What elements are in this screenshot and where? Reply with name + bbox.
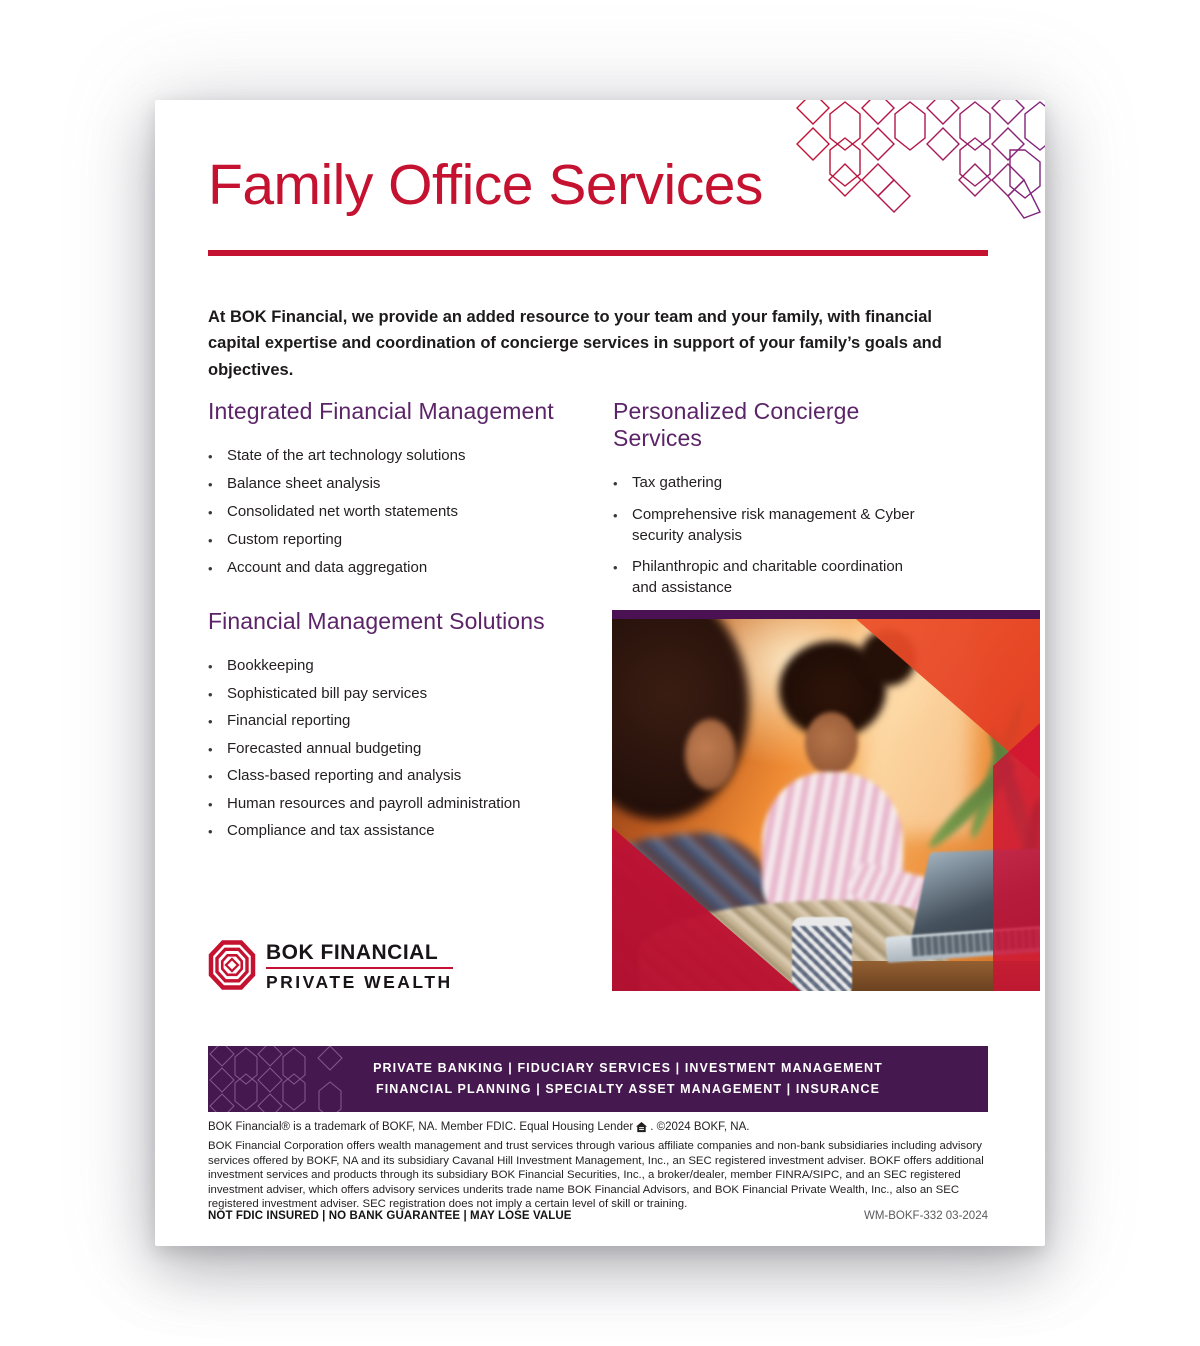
- services-banner: [208, 1046, 988, 1112]
- banner-text: [313, 1058, 883, 1100]
- list-item-label: Account and data aggregation: [227, 559, 428, 576]
- logo-divider: [266, 967, 453, 969]
- list-item-label: Comprehensive risk management & Cyber security analysis: [632, 506, 915, 544]
- section-personalized-concierge-services: [613, 398, 943, 608]
- logo-text: [266, 939, 453, 993]
- list-item: [208, 529, 600, 551]
- list-item-label: Financial reporting: [227, 712, 351, 729]
- page-title: Family Office Services: [208, 153, 763, 217]
- legal-bottom-row: [208, 1210, 988, 1222]
- photo-mother-daughter-laptop: [612, 619, 1040, 991]
- bok-financial-logo: [208, 939, 453, 993]
- bullet-icon: •: [208, 477, 213, 492]
- bullet-icon: •: [208, 505, 213, 520]
- bullet-icon: •: [208, 741, 213, 757]
- red-band-overlay: [993, 723, 1040, 991]
- list-item: [208, 655, 608, 677]
- list-item-label: Custom reporting: [227, 531, 343, 548]
- list-item-label: Forecasted annual budgeting: [227, 739, 422, 757]
- section-financial-management-solutions: [208, 608, 608, 848]
- section-heading: Financial Management Solutions: [208, 608, 545, 634]
- bullet-icon: •: [613, 508, 618, 523]
- fdic-warning: NOT FDIC INSURED | NO BANK GUARANTEE | MAY LOSE VALUE: [208, 1210, 572, 1222]
- bullet-icon: •: [208, 769, 213, 784]
- list-item: [208, 501, 600, 523]
- list-item: [208, 765, 608, 787]
- list-item-label: Tax gathering: [632, 474, 723, 491]
- bullet-icon: •: [208, 449, 213, 464]
- list-item-label: Bookkeeping: [227, 657, 314, 674]
- document-page: [155, 100, 1045, 1246]
- list-item-label: Balance sheet analysis: [227, 475, 381, 492]
- list-item: [613, 556, 923, 598]
- document-code: WM-BOKF-332 03-2024: [864, 1210, 988, 1222]
- list-item: [208, 557, 600, 579]
- list-item-label: Human resources and payroll administration: [227, 794, 521, 812]
- bullet-icon: •: [208, 714, 213, 729]
- bullet-icon: •: [208, 796, 213, 812]
- trademark-text-suffix: . ©2024 BOKF, NA.: [650, 1121, 750, 1133]
- list-item-label: Philanthropic and charitable coordination and assistance: [632, 558, 904, 596]
- list-item-label: State of the art technology solutions: [227, 447, 466, 464]
- list-item: [208, 738, 608, 760]
- section-heading: Integrated Financial Management: [208, 398, 554, 424]
- mother-face: [685, 719, 736, 790]
- banner-line2: FINANCIAL PLANNING | SPECIALTY ASSET MANAGEMENT | INSURANCE: [375, 1082, 881, 1096]
- list-item: [613, 504, 923, 546]
- list-item-label: Class-based reporting and analysis: [227, 767, 462, 784]
- list-item-label: Sophisticated bill pay services: [227, 684, 428, 702]
- bullet-icon: •: [208, 824, 213, 839]
- section-heading: Personalized Concierge Services: [613, 398, 860, 451]
- bullet-icon: •: [613, 476, 618, 491]
- list-item: [208, 710, 608, 732]
- logo-line2: PRIVATE WEALTH: [266, 972, 453, 992]
- list-item: [208, 683, 608, 705]
- bullet-icon: •: [208, 659, 213, 674]
- equal-housing-lender-icon: [636, 1122, 647, 1133]
- list-item-label: Compliance and tax assistance: [227, 822, 435, 839]
- bullet-icon: •: [208, 561, 213, 576]
- coffee-mug: [792, 917, 852, 991]
- banner-line1: PRIVATE BANKING | FIDUCIARY SERVICES | INVESTMENT MANAGEMENT: [373, 1061, 883, 1075]
- title-divider: [208, 250, 988, 256]
- photo-top-bar: [612, 610, 1040, 619]
- bullet-icon: •: [208, 533, 213, 548]
- list-item: [613, 472, 923, 494]
- list-item: [208, 820, 608, 842]
- mug-pattern: [792, 926, 852, 991]
- disclosure-paragraph: BOK Financial Corporation offers wealth management and trust services through various affiliate companies and non-bank subsidiaries including advisory services offered by BOKF, NA and its subsidiary Cavanal Hill Investment Management, Inc., an SEC registered investment adviser. BOKF offers additional investment services and products through its subsidiary BOK Financial Securities, Inc., a broker/dealer, member FINRA/SIPC, and an SEC registered investment adviser, which offers advisory services underits trade name BOK Financial Advisors, and BOK Financial Private Wealth, Inc., also an SEC registered investment adviser. SEC registration does not imply a certain level of skill or training.: [208, 1140, 984, 1211]
- hero-photo: [612, 610, 1040, 991]
- logo-line1: BOK FINANCIAL: [266, 941, 439, 964]
- section-integrated-financial-management: [208, 398, 600, 585]
- mother-hair: [612, 619, 749, 820]
- intro-paragraph: At BOK Financial, we provide an added resource to your team and your family, with financial capital expertise and coordination of concierge services in support of your family’s goals and objectives.: [208, 308, 942, 379]
- trademark-text: BOK Financial® is a trademark of BOKF, NA. Member FDIC. Equal Housing Lender: [208, 1121, 634, 1133]
- bok-octagon-logo-icon: [208, 939, 256, 991]
- bullet-icon: •: [613, 560, 618, 575]
- list-item: [208, 793, 608, 815]
- daughter-face: [805, 712, 859, 775]
- list-item: [208, 473, 600, 495]
- bullet-icon: •: [208, 686, 213, 702]
- trademark-line: [208, 1121, 988, 1133]
- list-item-label: Consolidated net worth statements: [227, 503, 458, 520]
- list-item: [208, 445, 600, 467]
